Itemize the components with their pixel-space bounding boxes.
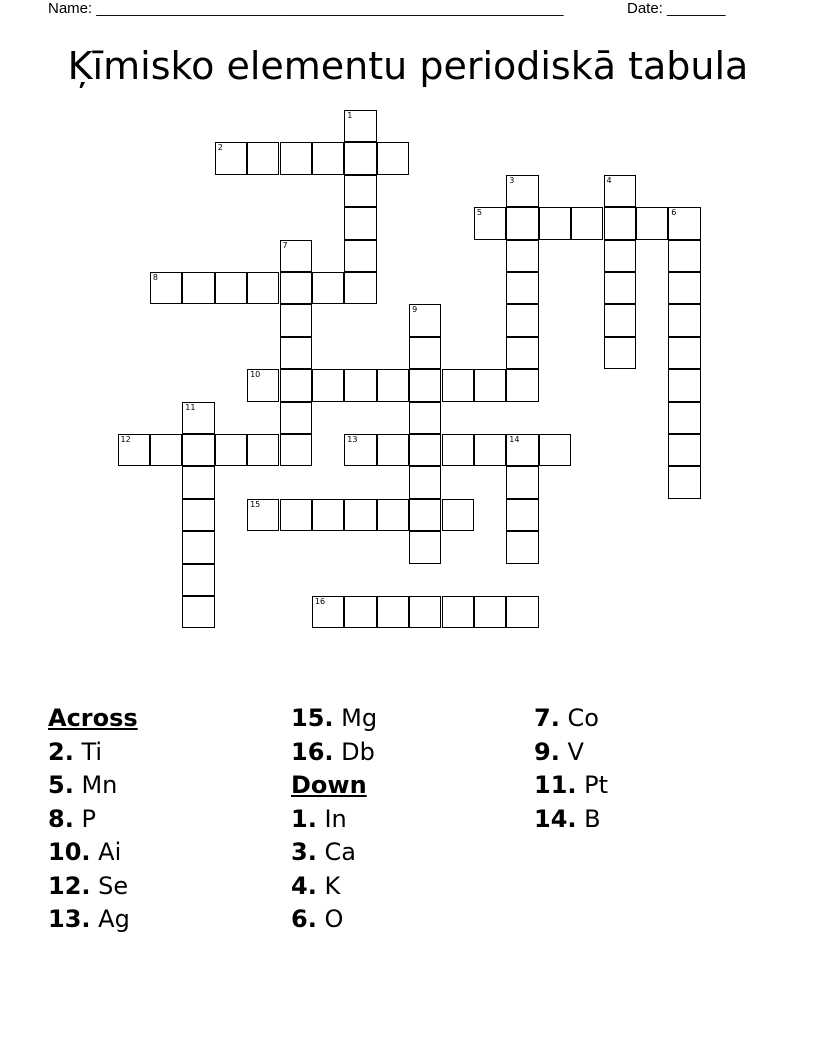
clue-down-4: 4. K — [291, 871, 341, 900]
crossword-cell[interactable] — [377, 596, 409, 628]
crossword-cell[interactable] — [182, 402, 214, 434]
cell-number: 7 — [282, 240, 288, 250]
crossword-cell[interactable] — [442, 434, 474, 466]
crossword-cell[interactable] — [409, 499, 441, 531]
crossword-cell[interactable] — [474, 596, 506, 628]
crossword-cell[interactable] — [215, 142, 247, 174]
crossword-cell[interactable] — [506, 434, 538, 466]
clue-across-8: 8. P — [48, 804, 96, 833]
clue-across-15: 15. Mg — [291, 704, 378, 732]
clue-column-3 — [534, 702, 764, 836]
crossword-cell[interactable] — [182, 596, 214, 628]
crossword-cell[interactable] — [344, 110, 376, 142]
crossword-cell[interactable] — [280, 337, 312, 369]
cell-number: 14 — [509, 435, 520, 444]
crossword-cell[interactable] — [118, 434, 150, 466]
cell-number: 2 — [217, 143, 223, 153]
crossword-cell[interactable] — [668, 337, 700, 369]
crossword-cell[interactable] — [215, 272, 247, 304]
crossword-cell[interactable] — [506, 531, 538, 563]
crossword-cell[interactable] — [506, 240, 538, 272]
crossword-cell[interactable] — [312, 142, 344, 174]
date-field-label: Date: _______ — [627, 0, 726, 17]
crossword-cell[interactable] — [280, 272, 312, 304]
crossword-cell[interactable] — [506, 175, 538, 207]
clue-across-12: 12. Se — [48, 871, 129, 900]
clue-down-1: 1. In — [291, 804, 347, 833]
crossword-cell[interactable] — [668, 434, 700, 466]
crossword-cell[interactable] — [668, 369, 700, 401]
crossword-cell[interactable] — [636, 207, 668, 239]
crossword-cell[interactable] — [344, 369, 376, 401]
crossword-cell[interactable] — [409, 402, 441, 434]
cell-number: 12 — [120, 435, 131, 444]
crossword-cell[interactable] — [474, 369, 506, 401]
cell-number: 13 — [347, 435, 358, 444]
crossword-cell[interactable] — [377, 434, 409, 466]
clue-across-10: 10. Ai — [48, 838, 122, 866]
crossword-cell[interactable] — [668, 304, 700, 336]
down-heading: Down — [291, 771, 367, 799]
crossword-cell[interactable] — [442, 499, 474, 531]
crossword-cell[interactable] — [409, 531, 441, 563]
clue-down-9: 9. V — [534, 737, 584, 766]
crossword-cell[interactable] — [571, 207, 603, 239]
crossword-cell[interactable] — [442, 369, 474, 401]
cell-number: 8 — [152, 273, 158, 282]
crossword-cell[interactable] — [247, 142, 279, 174]
crossword-cell[interactable] — [150, 272, 182, 304]
crossword-cell[interactable] — [247, 369, 279, 401]
cell-number: 9 — [412, 305, 418, 315]
clue-across-2: 2. Ti — [48, 737, 103, 766]
crossword-cell[interactable] — [344, 207, 376, 239]
cell-number: 3 — [509, 175, 515, 185]
crossword-cell[interactable] — [312, 369, 344, 401]
cell-number: 16 — [314, 597, 326, 606]
crossword-cell[interactable] — [409, 304, 441, 336]
crossword-cell[interactable] — [344, 499, 376, 531]
crossword-cell[interactable] — [506, 272, 538, 304]
crossword-cell[interactable] — [280, 142, 312, 174]
crossword-cell[interactable] — [280, 369, 312, 401]
clue-down-3: 3. Ca — [291, 838, 356, 866]
crossword-cell[interactable] — [344, 434, 376, 466]
crossword-cell[interactable] — [312, 499, 344, 531]
crossword-cell[interactable] — [312, 596, 344, 628]
crossword-cell[interactable] — [506, 207, 538, 239]
crossword-cell[interactable] — [604, 175, 636, 207]
crossword-cell[interactable] — [604, 207, 636, 239]
crossword-cell[interactable] — [474, 434, 506, 466]
crossword-cell[interactable] — [668, 240, 700, 272]
clue-down-6: 6. O — [291, 905, 344, 933]
crossword-cell[interactable] — [280, 434, 312, 466]
crossword-cell[interactable] — [668, 207, 700, 239]
crossword-cell[interactable] — [280, 499, 312, 531]
crossword-cell[interactable] — [506, 466, 538, 498]
cell-number: 1 — [347, 111, 353, 120]
crossword-cell[interactable] — [377, 369, 409, 401]
page-title: Ķīmisko elementu periodiskā tabula — [67, 44, 749, 88]
crossword-cell[interactable] — [668, 402, 700, 434]
crossword-cell[interactable] — [506, 337, 538, 369]
crossword-cell[interactable] — [668, 272, 700, 304]
crossword-cell[interactable] — [442, 596, 474, 628]
name-field-label: Name: ________________________________________________________ — [48, 0, 564, 17]
clue-across-13: 13. Ag — [48, 905, 130, 933]
crossword-cell[interactable] — [312, 272, 344, 304]
crossword-cell[interactable] — [182, 434, 214, 466]
crossword-cell[interactable] — [215, 434, 247, 466]
cell-number: 10 — [250, 370, 261, 380]
crossword-cell[interactable] — [344, 240, 376, 272]
clue-down-11: 11. Pt — [534, 771, 609, 799]
crossword-cell[interactable] — [668, 466, 700, 498]
cell-number: 11 — [185, 402, 196, 412]
crossword-cell[interactable] — [409, 337, 441, 369]
cell-number: 5 — [476, 208, 482, 218]
crossword-cell[interactable] — [409, 596, 441, 628]
crossword-cell[interactable] — [280, 240, 312, 272]
crossword-cell[interactable] — [247, 499, 279, 531]
cell-number: 4 — [606, 175, 612, 185]
crossword-cell[interactable] — [150, 434, 182, 466]
crossword-cell[interactable] — [344, 175, 376, 207]
crossword-cell[interactable] — [182, 466, 214, 498]
clue-down-14: 14. B — [534, 804, 601, 833]
crossword-cell[interactable] — [539, 434, 571, 466]
crossword-cell[interactable] — [247, 434, 279, 466]
cell-number: 6 — [671, 208, 677, 218]
cell-number: 15 — [250, 499, 261, 509]
crossword-cell[interactable] — [280, 304, 312, 336]
across-heading: Across — [48, 704, 138, 732]
crossword-cell[interactable] — [280, 402, 312, 434]
crossword-cell[interactable] — [474, 207, 506, 239]
clue-column-2 — [291, 702, 521, 937]
crossword-cell[interactable] — [604, 240, 636, 272]
crossword-cell[interactable] — [247, 272, 279, 304]
clue-down-7: 7. Co — [534, 704, 599, 732]
crossword-cell[interactable] — [604, 272, 636, 304]
crossword-cell[interactable] — [182, 531, 214, 563]
crossword-cell[interactable] — [506, 304, 538, 336]
clue-across-5: 5. Mn — [48, 771, 118, 799]
crossword-cell[interactable] — [409, 434, 441, 466]
clue-column-1 — [48, 702, 278, 937]
crossword-cell[interactable] — [344, 142, 376, 174]
crossword-cell[interactable] — [506, 499, 538, 531]
crossword-cell[interactable] — [377, 142, 409, 174]
crossword-cell[interactable] — [344, 272, 376, 304]
crossword-cell[interactable] — [506, 596, 538, 628]
crossword-cell[interactable] — [182, 499, 214, 531]
crossword-cell[interactable] — [377, 499, 409, 531]
crossword-cell[interactable] — [604, 304, 636, 336]
crossword-cell[interactable] — [409, 466, 441, 498]
crossword-cell[interactable] — [409, 369, 441, 401]
crossword-cell[interactable] — [506, 369, 538, 401]
clue-across-16: 16. Db — [291, 737, 375, 766]
crossword-cell[interactable] — [182, 272, 214, 304]
crossword-cell[interactable] — [344, 596, 376, 628]
crossword-cell[interactable] — [604, 337, 636, 369]
crossword-cell[interactable] — [539, 207, 571, 239]
crossword-cell[interactable] — [182, 564, 214, 596]
